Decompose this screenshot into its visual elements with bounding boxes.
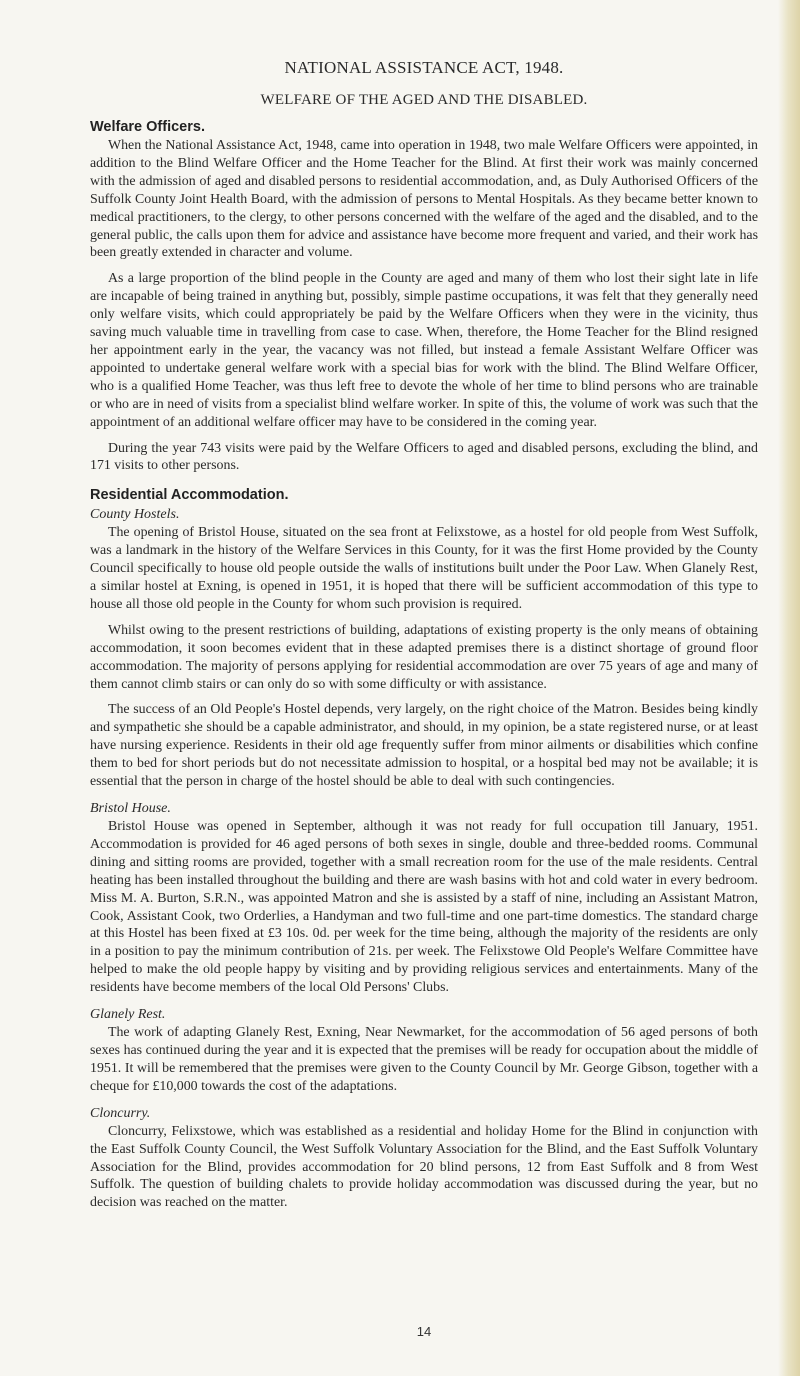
subsection-bristol-house [90, 801, 758, 997]
paragraph: The success of an Old People's Hostel depends, very largely, on the right choice of the Matron. Besides being kindly and sympathetic she should be a capable administrator, and should, in my opinion, be a state registered nurse, or at least have nursing experience. Residents in their old age frequently suffer from minor ailments or disabilities which confine them to bed for short periods but do not necessitate admission to hospital, or a hospital bed may not be available; it is essential that the person in charge of the hostel should be able to deal with such contingencies. [90, 702, 758, 790]
subsection-heading: Bristol House. [90, 801, 171, 816]
subsection-county-hostels [90, 507, 758, 791]
document-title: NATIONAL ASSISTANCE ACT, 1948. [284, 58, 564, 77]
subsection-glanely-rest [90, 1007, 758, 1096]
subsection-heading: Glanely Rest. [90, 1007, 166, 1023]
section-welfare-officers [90, 119, 758, 475]
document-page [90, 58, 758, 1339]
paragraph: As a large proportion of the blind people in the County are aged and many of them who lost their sight late in life are incapable of being trained in anything but, possibly, simple pastime occupations, it was felt that they generally need only welfare visits, which could appropriately be paid by the Welfare Officers when they were in the vicinity, thus saving much valuable time in travelling from case to case. When, therefore, the Home Teacher for the Blind resigned her appointment early in the year, the vacancy was not filled, but instead a female Assistant Welfare Officer was appointed to undertake general welfare work with a special bias for work with the blind. The Blind Welfare Officer, who is a qualified Home Teacher, was thus left free to devote the whole of her time to blind persons who are trainable or who are in need of visits from a specialist blind welfare worker. In spite of this, the volume of work was such that the appointment of an additional welfare officer may have to be considered in the coming year. [90, 271, 758, 430]
paragraph: The work of adapting Glanely Rest, Exning, Near Newmarket, for the accommodation of 56 aged persons of both sexes has continued during the year and it is expected that the premises will be ready for occupation about the middle of 1951. It will be remembered that the premises were given to the County Council by Mr. George Gibson, together with a cheque for £10,000 towards the cost of the adaptations. [90, 1025, 758, 1094]
paragraph: Cloncurry, Felixstowe, which was established as a residential and holiday Home for the Blind in conjunction with the East Suffolk County Council, the West Suffolk Voluntary Association for the Blind, and the East Suffolk Voluntary Association for the Blind, provides accommodation for 20 blind persons, 12 from East Suffolk and 8 from West Suffolk. The question of building chalets to provide holiday accommodation was discussed during the year, but no decision was reached on the matter. [90, 1123, 758, 1211]
subsection-heading: County Hostels. [90, 507, 180, 523]
paragraph: The opening of Bristol House, situated on the sea front at Felixstowe, as a hostel for old people from West Suffolk, was a landmark in the history of the Welfare Services in this County, for it was the first Home provided by the County Council specifically to house old people outside the walls of institutions built under the Poor Law. When Glanely Rest, a similar hostel at Exning, is opened in 1951, it is hoped that there will be sufficient accommodation of this type to house all those old people in the County for whom such provision is required. [90, 525, 758, 612]
section-heading: Welfare Officers. [90, 119, 205, 135]
page-number: 14 [416, 1324, 432, 1339]
section-heading: Residential Accommodation. [90, 487, 289, 504]
paragraph: During the year 743 visits were paid by the Welfare Officers to aged and disabled persons, excluding the blind, and 171 visits to other persons. [90, 440, 758, 474]
subsection-heading: Cloncurry. [90, 1105, 151, 1121]
section-residential-accommodation [90, 487, 758, 1212]
subsection-cloncurry [90, 1106, 758, 1213]
paragraph: Bristol House was opened in September, although it was not ready for full occupation till January, 1951. Accommodation is provided for 46 aged persons of both sexes in single, double and three-bedded rooms. Communal dining and sitting rooms are provided, together with a small recreation room for the use of the male residents. Central heating has been installed throughout the building and there are wash basins with hot and cold water in every bedroom. Miss M. A. Burton, S.R.N., was appointed Matron and she is assisted by a staff of nine, including an Assistant Matron, Cook, Assistant Cook, two Orderlies, a Handyman and two full-time and one part-time domestics. The standard charge at this Hostel has been fixed at £3 10s. 0d. per week for the time being, although the majority of the residents are only in a position to pay the minimum contribution of 21s. per week. The Felixstowe Old People's Welfare Committee have helped to make the old people happy by visiting and by providing religious services and entertainments. Many of the residents have become members of the local Old Persons' Clubs. [90, 819, 758, 996]
document-subtitle: WELFARE OF THE AGED AND THE DISABLED. [260, 92, 588, 108]
page-edge-shadow [778, 0, 800, 1376]
paragraph: When the National Assistance Act, 1948, came into operation in 1948, two male Welfare Officers were appointed, in addition to the Blind Welfare Officer and the Home Teacher for the Blind. At first their work was mainly concerned with the admission of aged and disabled persons to residential accommodation, and, as Duly Authorised Officers of the Suffolk County Joint Health Board, with the admission of persons to Mental Hospitals. As they became better known to medical practitioners, to the clergy, to other persons concerned with the welfare of the aged and the disabled, and to the general public, the calls upon them for advice and assistance have become more frequent and varied, and their work has been greatly extended in character and volume. [90, 138, 758, 261]
paragraph: Whilst owing to the present restrictions of building, adaptations of existing property is the only means of obtaining accommodation, it soon becomes evident that in these adapted premises there is a distinct shortage of ground floor accommodation. The majority of persons applying for residential accommodation are over 75 years of age and many of them cannot climb stairs or can only do so with some difficulty or with assistance. [90, 622, 758, 692]
